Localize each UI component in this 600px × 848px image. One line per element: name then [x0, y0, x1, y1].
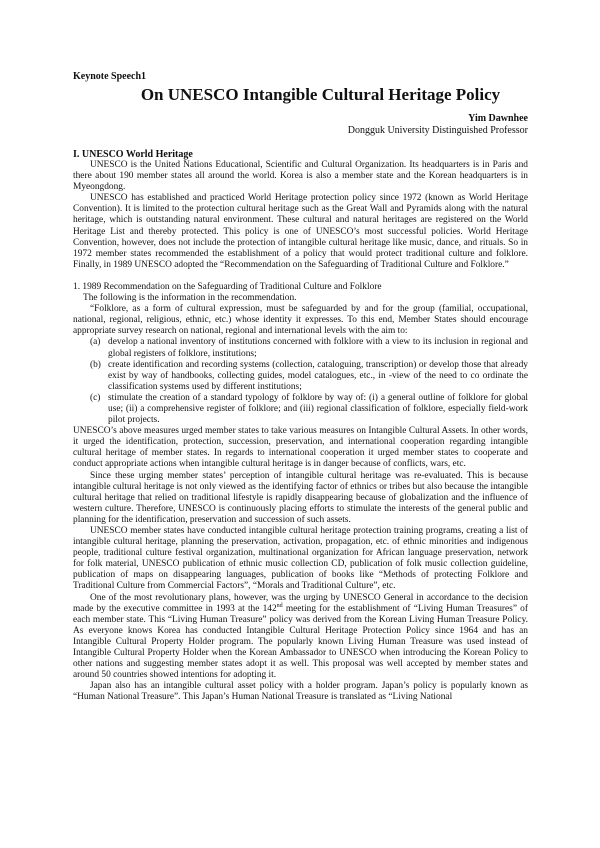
paragraph-unesco-intro: UNESCO is the United Nations Educational, Scientific and Cultural Organization. Its headquarters is in Paris and there about 190 member states all around the world. Korea is also a member state and the Korean headquarters is in Myeongdong.: [73, 160, 528, 193]
paragraph-japan-policy: Japan also has an intangible cultural asset policy with a holder program. Japan’s policy is popularly known as “Human National Treasure”. This Japan’s Human National Treasure is translated as “Living National: [73, 681, 528, 703]
list-item: [73, 393, 528, 426]
list-item: [73, 360, 528, 393]
author-affiliation: Dongguk University Distinguished Professor: [347, 125, 528, 136]
list-item: [73, 337, 528, 359]
keynote-label: Keynote Speech1: [73, 71, 147, 82]
paragraph-perception-reevaluated: Since these urging member states’ perception of intangible cultural heritage was re-evaluated. This is because intangible cultural heritage is not only viewed as the identifying factor of ethnics or tribes but also because the intangible cultural heritage that relied on traditional lifestyle is rapidly disappearing because of globalization and the influence of western culture. Therefore, UNESCO is continuously placing efforts to stimulate the interests of the general public and planning for the identification, preservation and succession of such assets.: [73, 470, 528, 525]
list-item-label: (b): [90, 359, 101, 370]
paragraph-folklore-quote: “Folklore, as a form of cultural expression, must be safeguarded by and for the group (familial, occupational, national, regional, religious, ethnic, etc.) whose identity it expresses. To this end, Member States should encourage appropriate survey research on national, regional and international levels with the aim to:: [73, 304, 528, 337]
list-item-label: (c): [90, 392, 101, 403]
paragraph-member-states-programs: UNESCO member states have conducted intangible cultural heritage protection training programs, creating a list of intangible cultural heritage, planning the preservation, activation, propagation, etc. of ethnic minorities and indigenous people, traditional culture festival organization, multinational organization for African language preservation, network for folk material, UNESCO publication of ethnic music collection CD, publication of folk music collection guideline, publication of maps on disappearing languages, publication of books like “Methods of protecting Folklore and Traditional Culture from Commercial Factors”, “Morals and Traditional Culture”, etc.: [73, 526, 528, 592]
list-item-text: create identification and recording systems (collection, cataloguing, transcription) or develop those that already exist by way of handbooks, collecting guides, model catalogues, etc., in -view of the need to co ordinate the classification systems used by different institutions;: [108, 359, 528, 392]
list-item-text: stimulate the creation of a standard typology of folklore by way of: (i) a general outline of folklore for global use; (ii) a comprehensive register of folklore; and (iii) regional classification of folklore, especially field-work pilot projects.: [108, 392, 528, 426]
author-name: Yim Dawnhee: [468, 113, 528, 124]
document-page: [73, 71, 528, 704]
section-heading-unesco-world-heritage: I. UNESCO World Heritage: [73, 149, 193, 160]
paragraph-living-human-treasures: [73, 593, 528, 682]
text-span: meeting for the establishment of “Living Human Treasures” of each member state. This “Living Human Treasure” policy was derived from the Korean Living Human Treasure Policy. As everyone knows Korea has conducted Intangible Cultural Heritage Protection Policy since 1964 and has an Intangible Cultural Property Holder program. The popularly known Living Human Treasure was used instead of Intangible Cultural Property Holder when the Korean Ambassador to UNESCO when introducing the Korean Policy to other nations and suggesting member states adopt it as well. This proposal was well accepted by member states and around 50 countries showed intentions for adopting it.: [73, 603, 528, 681]
document-title: On UNESCO Intangible Cultural Heritage Policy: [140, 85, 501, 104]
recommendation-list: [73, 337, 528, 426]
paragraph-world-heritage-policy: UNESCO has established and practiced World Heritage protection policy since 1972 (known as World Heritage Convention). It is limited to the protection cultural heritage such as the Great Wall and Pyramids along with the natural heritage, which is outstanding natural environment. These cultural and natural heritages are registered on the World Heritage List and thereby protected. This policy is one of UNESCO’s most successful policies. World Heritage Convention, however, does not include the protection of intangible cultural heritage like music, dance, and rituals. So in 1972 member states recommended the establishment of a policy that would protect traditional culture and folklore. Finally, in 1989 UNESCO adopted the “Recommendation on the Safeguarding of Traditional Culture and Folklore.”: [73, 193, 528, 270]
list-item-label: (a): [90, 337, 101, 348]
paragraph-recommendation-intro: The following is the information in the recommendation.: [83, 293, 297, 304]
paragraph-unesco-measures: UNESCO’s above measures urged member states to take various measures on Intangible Cultural Assets. In other words, it urged the identification, protection, succession, preservation, and international cooperation regarding intangible cultural heritage of member states. In regards to international cooperation it urged member states to cooperate and conduct appropriate actions when intangible cultural heritage is in danger because of conflicts, wars, etc.: [73, 426, 528, 470]
text-span: One of the most revolutionary plans, however, was the urging by UNESCO General in accordance to the decision made by the executive committee in 1993 at the 142: [73, 592, 528, 614]
list-item-text: develop a national inventory of institutions concerned with folklore with a view to its inclusion in regional and global registers of folklore, institutions;: [108, 337, 528, 359]
ordinal-suffix: nd: [276, 602, 283, 609]
subsection-heading-1989-recommendation: 1. 1989 Recommendation on the Safeguarding of Traditional Culture and Folklore: [73, 281, 382, 292]
